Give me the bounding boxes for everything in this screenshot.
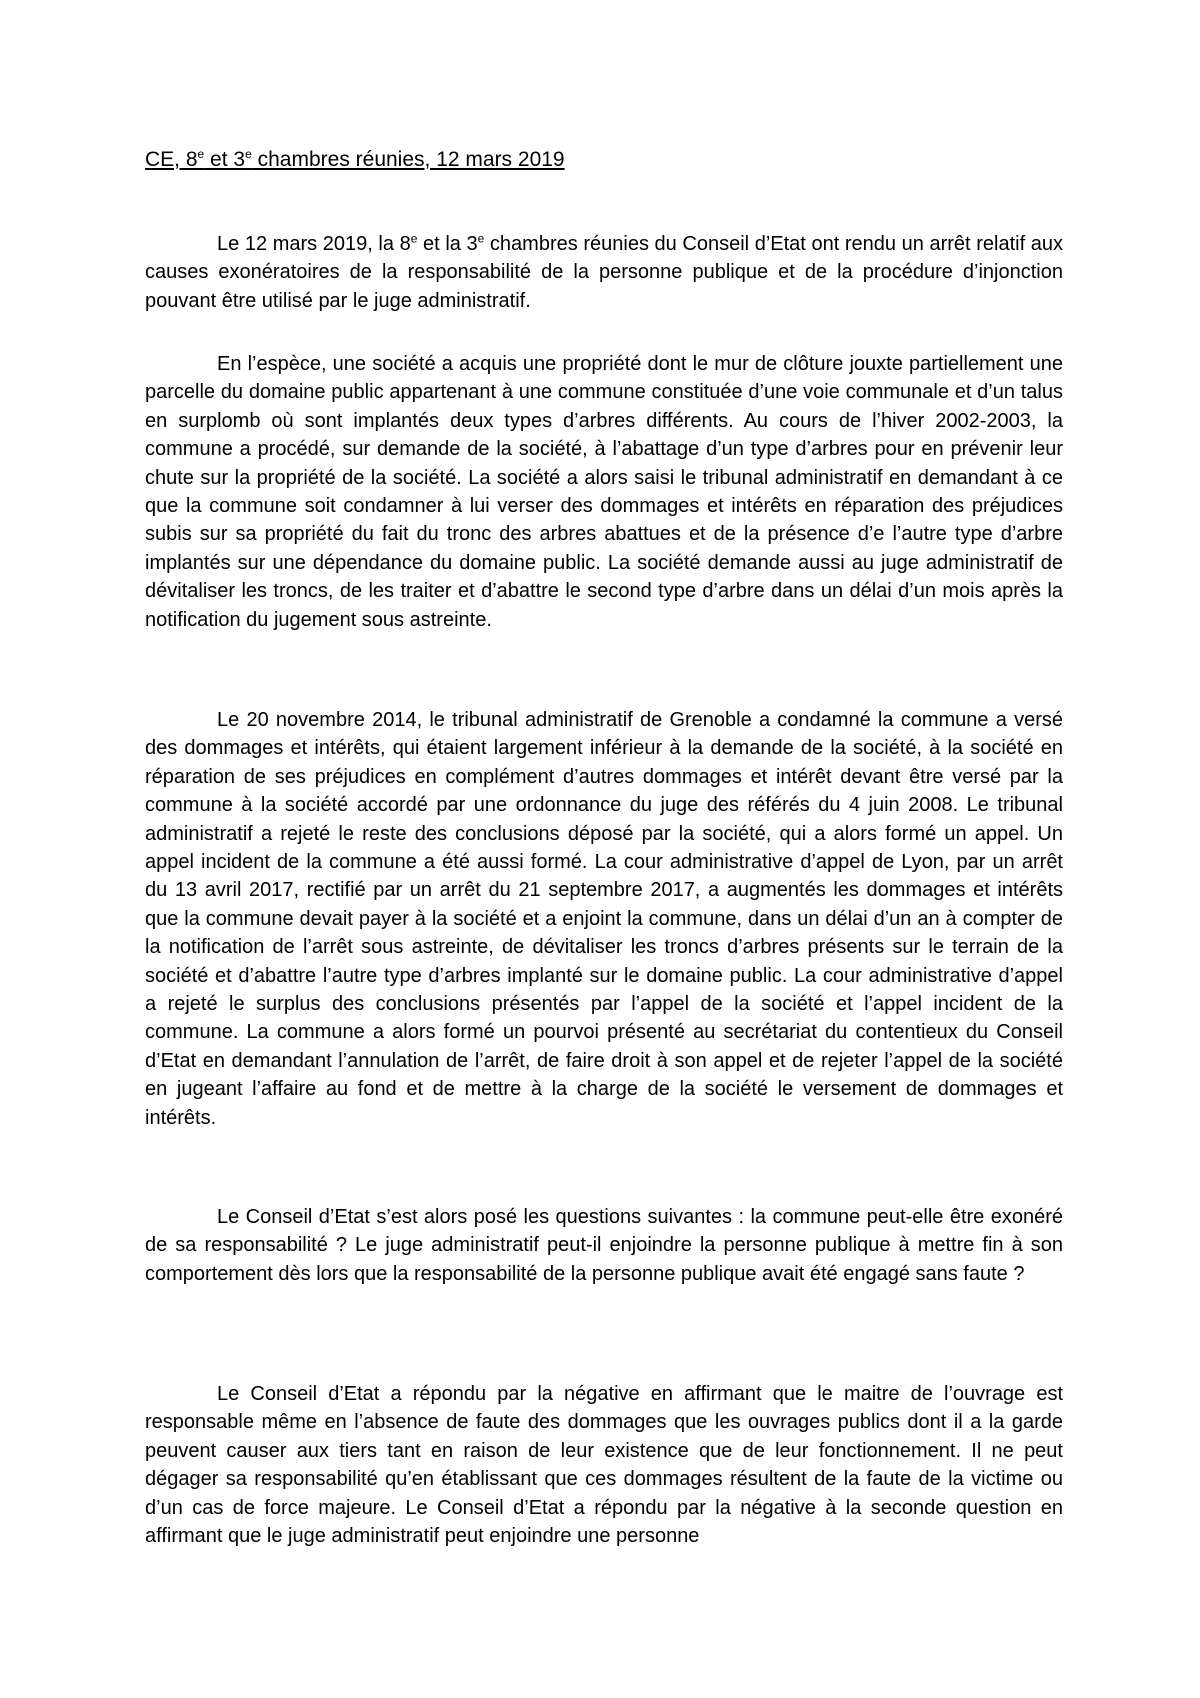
paragraph-legal-questions: Le Conseil d’Etat s’est alors posé les questions suivantes : la commune peut-elle être exonéré de sa responsabilité ? Le juge administratif peut-il enjoindre la personne publique à mettre fin à son comportement dès lors que la responsabilité de la personne publique avait été engagé sans faute ?: [145, 1206, 1063, 1285]
p1-text-3: chambres réunies du Conseil d’Etat ont rendu un arrêt relatif aux causes exonératoires de la responsabilité de la personne publique et de la procédure d’injonction pouvant être utilisé par le juge administratif.: [145, 233, 1063, 312]
paragraph-solution: Le Conseil d’Etat a répondu par la négative en affirmant que le maitre de l’ouvrage est responsable même en l’absence de faute des dommages que les ouvrages publics dont il a la garde peuvent causer aux tiers tant en raison de leur existence que de leur fonctionnement. Il ne peut dégager sa responsabilité qu’en établissant que ces dommages résultent de la faute de la victime ou d’un cas de force majeure. Le Conseil d’Etat a répondu par la négative à la seconde question en affirmant que le juge administratif peut enjoindre une personne: [145, 1383, 1063, 1548]
title-superscript-1: e: [197, 147, 205, 161]
document-title: [145, 145, 565, 175]
title-superscript-2: e: [245, 147, 252, 161]
paragraph-procedure: Le 20 novembre 2014, le tribunal administratif de Grenoble a condamné la commune a versé des dommages et intérêts, qui étaient largement inférieur à la demande de la société, à la société en réparation de ses préjudices en complément d’autres dommages et intérêt devant être versé par la commune à la société accordé par une ordonnance du juge des référés du 4 juin 2008. Le tribunal administratif a rejeté le reste des conclusions déposé par la société, qui a alors formé un appel. Un appel incident de la commune a été aussi formé. La cour administrative d’appel de Lyon, par un arrêt du 13 avril 2017, rectifié par un arrêt du 21 septembre 2017, a augmentés les dommages et intérêts que la commune devait payer à la société et a enjoint la commune, dans un délai d’un an à compter de la notification de l’arrêt sous astreinte, de dévitaliser les troncs d’arbres présents sur le terrain de la société et d’abattre l’autre type d’arbres implanté sur le domaine public. La cour administrative d’appel a rejeté le surplus des conclusions présentés par l’appel de la société et l’appel incident de la commune. La commune a alors formé un pourvoi présenté au secrétariat du contentieux du Conseil d’Etat en demandant l’annulation de l’arrêt, de faire droit à son appel et de rejeter l’appel de la société en jugeant l’affaire au fond et de mettre à la charge de la société le versement de dommages et intérêts.: [145, 709, 1063, 1129]
title-text-1: CE, 8: [145, 148, 198, 171]
paragraph-facts: En l’espèce, une société a acquis une propriété dont le mur de clôture jouxte partiellement une parcelle du domaine public appartenant à une commune constituée d’une voie communale et d’un talus en surplomb où sont implantés deux types d’arbres différents. Au cours de l’hiver 2002-2003, la commune a procédé, sur demande de la société, à l’abattage d’un type d’arbres pour en prévenir leur chute sur la propriété de la société. La société a alors saisi le tribunal administratif en demandant à ce que la commune soit condamner à lui verser des dommages et intérêts en réparation des préjudices subis sur sa propriété du fait du tronc des arbres abattues et de la présence d’e l’autre type d’arbre implantés sur une dépendance du domaine public. La société demande aussi au juge administratif de dévitaliser les troncs, de les traiter et d’abattre le second type d’arbre dans un délai d’un mois après la notification du jugement sous astreinte.: [145, 353, 1063, 631]
paragraph-introduction: [145, 230, 1063, 315]
title-text-3: chambres réunies, 12 mars 2019: [251, 148, 565, 171]
p1-text-1: Le 12 mars 2019, la 8: [217, 233, 411, 255]
p1-text-2: et la 3: [417, 233, 478, 255]
p1-superscript-1: e: [410, 231, 418, 246]
title-text-2: et 3: [204, 148, 246, 171]
p1-superscript-2: e: [477, 231, 485, 246]
